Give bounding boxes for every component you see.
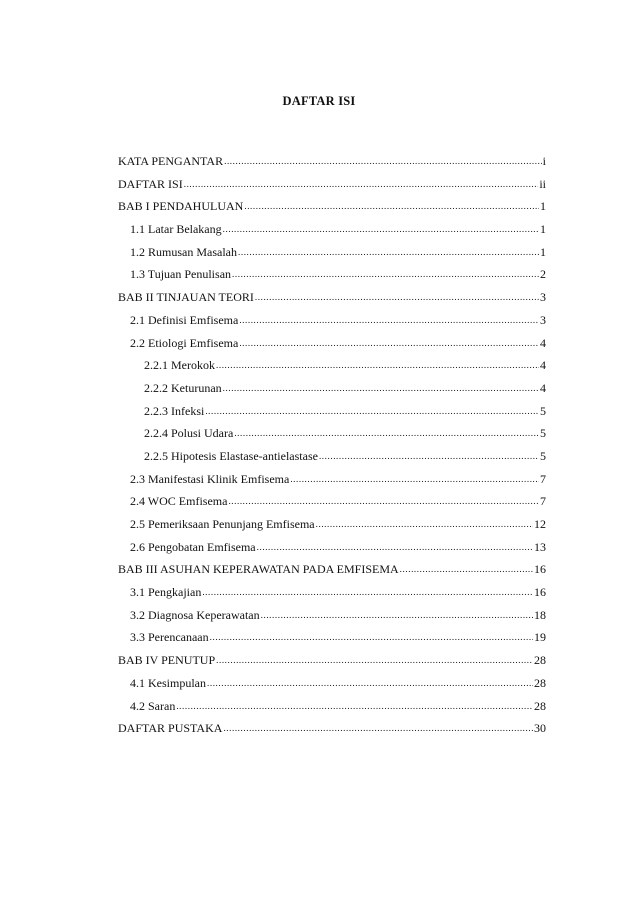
toc-entry-page-number: 4 (540, 380, 546, 395)
toc-entry (118, 377, 546, 400)
toc-entry (118, 581, 546, 604)
toc-leader-dots (223, 376, 539, 400)
toc-entry-label: 2.2.4 Polusi Udara (144, 426, 234, 441)
toc-leader-dots (400, 557, 533, 581)
toc-entry-label: KATA PENGANTAR (118, 154, 224, 168)
page-title: DAFTAR ISI (282, 94, 356, 108)
toc-leader-dots (207, 671, 533, 695)
toc-entry-label: 2.2.2 Keturunan (144, 380, 222, 395)
toc-entry-label: BAB II TINJAUAN TEORI (118, 290, 254, 305)
toc-entry-label: 3.2 Diagnosa Keperawatan (130, 607, 260, 622)
toc-entry-page-number: 28 (534, 653, 546, 668)
toc-entry (118, 626, 546, 649)
toc-entry (118, 490, 546, 513)
toc-entry-page-number: 16 (534, 562, 546, 577)
toc-entry (118, 263, 546, 286)
toc-entry (118, 173, 546, 196)
toc-entry-label: 2.4 WOC Emfisema (130, 494, 228, 509)
toc-leader-dots (316, 512, 533, 536)
toc-entry-page-number: 4 (540, 335, 546, 350)
toc-entry-page-number: 18 (534, 607, 546, 622)
toc-leader-dots (290, 467, 539, 491)
toc-entry-label: 2.5 Pemeriksaan Penunjang Emfisema (130, 517, 315, 531)
toc-entry-label: BAB I PENDAHULUAN (118, 199, 244, 214)
toc-entry-page-number: 19 (534, 630, 546, 645)
toc-entry (118, 558, 546, 581)
toc-entry-label: 2.2.3 Infeksi (144, 403, 205, 418)
toc-entry-label: 2.3 Manifestasi Klinik Emfisema (130, 471, 290, 486)
toc-entry-page-number: i (542, 154, 546, 168)
toc-entry-page-number: 7 (540, 494, 546, 509)
toc-entry-page-number: 13 (534, 539, 546, 554)
toc-entry (118, 286, 546, 309)
toc-leader-dots (319, 444, 539, 468)
toc-entry-page-number: 3 (540, 312, 546, 327)
toc-entry-label: 1.2 Rumusan Masalah (130, 244, 237, 259)
toc-entry-page-number: 28 (534, 675, 546, 690)
toc-entry (118, 422, 546, 445)
toc-entry-label: 3.1 Pengkajian (130, 585, 202, 600)
toc-entry-page-number: 4 (540, 358, 546, 373)
toc-leader-dots (223, 716, 533, 740)
toc-leader-dots (205, 399, 539, 423)
toc-entry-label: 1.3 Tujuan Penulisan (130, 267, 232, 282)
toc-leader-dots (238, 240, 539, 264)
toc-entry (118, 309, 546, 332)
toc-entry (118, 717, 546, 740)
toc-entry (118, 468, 546, 491)
toc-entry-page-number: 5 (540, 403, 546, 418)
toc-entry (118, 445, 546, 468)
toc-leader-dots (216, 648, 533, 672)
toc-entry-page-number: ii (539, 176, 546, 191)
toc-entry (118, 241, 546, 264)
toc-entry (118, 400, 546, 423)
toc-entry-page-number: 5 (540, 426, 546, 441)
toc-entry-page-number: 1 (540, 222, 546, 237)
toc-entry-label: 2.2.5 Hipotesis Elastase-antielastase (144, 448, 318, 463)
toc-entry (118, 672, 546, 695)
toc-entry-page-number: 3 (540, 290, 546, 305)
toc-entry-label: 4.2 Saran (130, 698, 176, 713)
toc-leader-dots (255, 285, 539, 309)
toc-entry (118, 649, 546, 672)
toc-entry (118, 513, 546, 536)
toc-entry-label: 1.1 Latar Belakang (130, 222, 222, 237)
toc-leader-dots (224, 149, 542, 173)
toc-entry-label: DAFTAR PUSTAKA (118, 721, 223, 736)
toc-leader-dots (210, 625, 533, 649)
toc-entry-page-number: 28 (534, 698, 546, 713)
toc-entry (118, 150, 546, 173)
toc-entry-page-number: 30 (534, 721, 546, 736)
toc-entry-label: 3.3 Perencanaan (130, 630, 209, 645)
toc-entry (118, 604, 546, 627)
toc-entry-page-number: 7 (540, 471, 546, 486)
toc-entry-label: 4.1 Kesimpulan (130, 675, 206, 690)
toc-entry (118, 218, 546, 241)
toc-entry-page-number: 1 (540, 244, 546, 259)
toc-leader-dots (184, 172, 539, 196)
table-of-contents (118, 150, 546, 740)
toc-entry (118, 332, 546, 355)
toc-leader-dots (228, 489, 539, 513)
toc-leader-dots (202, 580, 533, 604)
toc-leader-dots (257, 535, 533, 559)
toc-entry-label: BAB III ASUHAN KEPERAWATAN PADA EMFISEMA (118, 562, 399, 577)
toc-entry-label: 2.2.1 Merokok (144, 358, 215, 373)
toc-leader-dots (176, 694, 533, 718)
toc-leader-dots (239, 308, 539, 332)
toc-entry-page-number: 1 (540, 199, 546, 214)
toc-entry (118, 695, 546, 718)
toc-leader-dots (216, 353, 539, 377)
toc-entry (118, 195, 546, 218)
toc-entry-label: 2.2 Etiologi Emfisema (130, 335, 239, 350)
toc-leader-dots (261, 603, 533, 627)
toc-entry (118, 354, 546, 377)
toc-leader-dots (244, 194, 539, 218)
toc-leader-dots (234, 421, 539, 445)
toc-entry-page-number: 12 (534, 517, 546, 531)
toc-entry-page-number: 2 (540, 267, 546, 282)
toc-entry-label: DAFTAR ISI (118, 176, 183, 191)
toc-entry-label: 2.1 Definisi Emfisema (130, 312, 239, 327)
toc-entry-label: 2.6 Pengobatan Emfisema (130, 539, 256, 554)
toc-leader-dots (232, 262, 539, 286)
toc-entry (118, 536, 546, 559)
toc-leader-dots (239, 331, 539, 355)
toc-entry-page-number: 5 (540, 448, 546, 463)
toc-entry-label: BAB IV PENUTUP (118, 653, 216, 668)
toc-leader-dots (223, 217, 539, 241)
toc-entry-page-number: 16 (534, 585, 546, 600)
